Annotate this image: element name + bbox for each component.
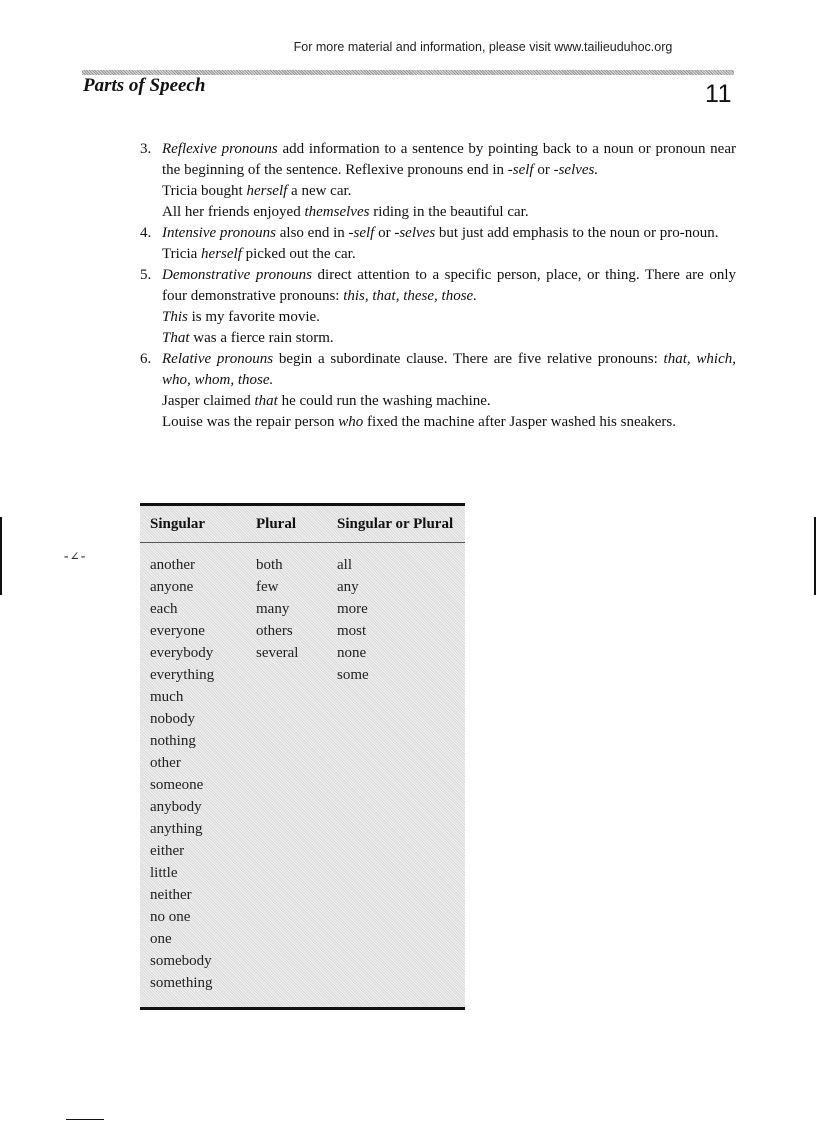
text: Louise was the repair person — [162, 414, 339, 430]
emphasis: who — [338, 414, 364, 430]
text: or — [533, 162, 554, 178]
term: Relative pronouns — [162, 351, 274, 367]
table-cell: everybody — [150, 645, 214, 661]
table-cell: all — [337, 557, 352, 573]
table-cell: anyone — [150, 579, 194, 595]
example — [162, 391, 736, 412]
margin-mark-left — [0, 517, 2, 595]
list-item-intensive — [140, 223, 736, 265]
pronoun-list: that, which, who, whom, those. — [162, 351, 736, 388]
item-number: 4. — [140, 225, 152, 241]
text: Tricia bought — [162, 183, 247, 199]
table-cell: little — [150, 865, 178, 881]
item-number: 5. — [140, 267, 152, 283]
site-notice: For more material and information, please visit www.tailieuduhoc.org — [293, 40, 673, 54]
table-cell: others — [256, 623, 293, 639]
column-plural — [245, 554, 328, 994]
emphasis: That — [162, 330, 190, 346]
table-cell: few — [256, 579, 279, 595]
emphasis: This — [162, 309, 188, 325]
text: Tricia — [162, 246, 202, 262]
list-item-demonstrative — [140, 265, 736, 349]
example — [162, 307, 736, 328]
text: was a fierce rain storm. — [189, 330, 334, 346]
text: or — [374, 225, 395, 241]
text: direct attention to a specific person, place, or thing. There are only four demonstrative pronouns: — [162, 267, 736, 304]
table-cell: most — [337, 623, 367, 639]
page-number: 11 — [705, 80, 732, 108]
term: Reflexive pronouns — [162, 141, 278, 157]
bottom-rule — [66, 1119, 104, 1120]
table-cell: some — [337, 667, 369, 683]
term: Intensive pronouns — [162, 225, 277, 241]
text: add information to a sentence by pointing back to a noun or pronoun near the beginning of the sentence. Reflexive pronouns end in — [162, 141, 736, 178]
column-singular-or-plural — [328, 554, 465, 994]
table-cell: neither — [150, 887, 192, 903]
table-header — [140, 506, 465, 543]
example — [162, 328, 736, 349]
item-description — [162, 349, 736, 391]
emphasis: herself — [201, 246, 242, 262]
table-cell: any — [337, 579, 359, 595]
table-cell: other — [150, 755, 181, 771]
item-number: 6. — [140, 351, 152, 367]
example — [162, 181, 736, 202]
text: is my favorite movie. — [187, 309, 320, 325]
text: Jasper claimed — [162, 393, 255, 409]
suffix: -self — [348, 225, 375, 241]
table-cell: something — [150, 975, 213, 991]
pronoun-list — [140, 139, 736, 433]
table-cell: nothing — [150, 733, 196, 749]
table-cell: everything — [150, 667, 215, 683]
indefinite-pronoun-table — [140, 503, 465, 1010]
list-item-relative — [140, 349, 736, 433]
example — [162, 244, 736, 265]
text: also end in — [276, 225, 349, 241]
suffix: -selves. — [553, 162, 599, 178]
item-number: 3. — [140, 141, 152, 157]
table-cell: each — [150, 601, 178, 617]
text: begin a subordinate clause. There are five relative pronouns: — [273, 351, 664, 367]
text: All her friends enjoyed — [162, 204, 305, 220]
term: Demonstrative pronouns — [162, 267, 312, 283]
text: fixed the machine after Jasper washed his sneakers. — [363, 414, 677, 430]
table-cell: no one — [150, 909, 191, 925]
suffix: -selves — [394, 225, 436, 241]
text: riding in the beautiful car. — [369, 204, 529, 220]
table-cell: one — [150, 931, 172, 947]
suffix: -self — [507, 162, 534, 178]
example — [162, 202, 736, 223]
table-cell: somebody — [150, 953, 212, 969]
header-singular: Singular — [150, 515, 206, 532]
item-description — [162, 139, 736, 181]
table-cell: many — [256, 601, 290, 617]
text: a new car. — [287, 183, 352, 199]
table-cell: more — [337, 601, 368, 617]
list-item-reflexive — [140, 139, 736, 223]
emphasis: herself — [246, 183, 288, 199]
text: but just add emphasis to the noun or pro-noun. — [435, 225, 719, 241]
table-cell: none — [337, 645, 367, 661]
crop-mark: -∠- — [62, 549, 88, 565]
emphasis: themselves — [304, 204, 370, 220]
header-singular-or-plural: Singular or Plural — [337, 515, 454, 532]
column-singular — [140, 554, 245, 994]
table-cell: everyone — [150, 623, 205, 639]
item-description — [162, 223, 736, 244]
text: he could run the washing machine. — [277, 393, 491, 409]
text: picked out the car. — [241, 246, 356, 262]
table-cell: several — [256, 645, 299, 661]
example — [162, 412, 736, 433]
pronoun-list: this, that, these, those. — [343, 288, 477, 304]
table-cell: nobody — [150, 711, 195, 727]
table-body — [140, 543, 465, 994]
table-cell: another — [150, 557, 195, 573]
chapter-title: Parts of Speech — [83, 75, 206, 96]
table-cell: anything — [150, 821, 203, 837]
table-cell: either — [150, 843, 185, 859]
table-cell: anybody — [150, 799, 202, 815]
emphasis: that — [254, 393, 278, 409]
table-cell: someone — [150, 777, 204, 793]
header-plural: Plural — [256, 515, 296, 532]
table-cell: much — [150, 689, 184, 705]
item-description — [162, 265, 736, 307]
table-cell: both — [256, 557, 283, 573]
